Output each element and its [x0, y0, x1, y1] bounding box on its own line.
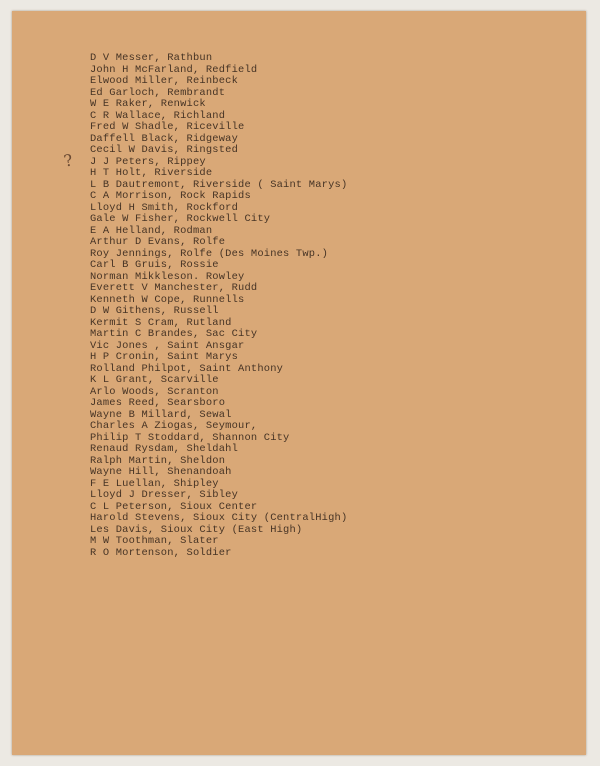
list-line: Martin C Brandes, Sac City [90, 328, 258, 340]
list-line: Rolland Philpot, Saint Anthony [90, 362, 284, 375]
list-line: D W Githens, Russell [90, 305, 219, 317]
list-line: Ralph Martin, Sheldon [90, 454, 226, 467]
list-line: Fred W Shadle, Riceville [90, 121, 245, 133]
list-line: Arlo Woods, Scranton [90, 385, 219, 398]
name-list [90, 53, 347, 559]
list-line: H P Cronin, Saint Marys [90, 351, 239, 363]
list-line: K L Grant, Scarville [90, 374, 219, 386]
list-line: Elwood Miller, Reinbeck [90, 75, 239, 87]
list-line: Renaud Rysdam, Sheldahl [90, 443, 239, 455]
list-line: Wayne Hill, Shenandoah [90, 466, 232, 478]
list-line: E A Helland, Rodman [90, 224, 213, 237]
list-line: Charles A Ziogas, Seymour, [90, 420, 258, 432]
list-line: Les Davis, Sioux City (East High) [90, 523, 303, 536]
list-line: Arthur D Evans, Rolfe [90, 236, 226, 248]
list-line: R O Mortenson, Soldier [90, 546, 232, 559]
list-line: M W Toothman, Slater [90, 535, 219, 547]
list-line: Philip T Stoddard, Shannon City [90, 431, 290, 444]
list-line: C R Wallace, Richland [90, 109, 226, 122]
list-line: Kermit S Cram, Rutland [90, 316, 232, 329]
list-line: Kenneth W Cope, Runnells [90, 293, 245, 306]
list-line: Norman Mikkleson. Rowley [90, 270, 245, 283]
list-line: Cecil W Davis, Ringsted [90, 144, 239, 156]
list-line: D V Messer, Rathbun [90, 52, 213, 64]
list-line: Vic Jones , Saint Ansgar [90, 339, 245, 352]
typed-page [12, 11, 586, 755]
list-line: Lloyd J Dresser, Sibley [90, 489, 239, 501]
list-line: Everett V Manchester, Rudd [90, 282, 258, 294]
list-line: Lloyd H Smith, Rockford [90, 201, 239, 214]
list-line: Ed Garloch, Rembrandt [90, 86, 226, 99]
list-line: F E Luellan, Shipley [90, 477, 219, 490]
list-line: Gale W Fisher, Rockwell City [90, 213, 271, 225]
list-line: Harold Stevens, Sioux City (CentralHigh) [90, 512, 348, 524]
list-line: Carl B Gruis, Rossie [90, 259, 219, 271]
list-line: Roy Jennings, Rolfe (Des Moines Twp.) [90, 247, 329, 260]
list-line: L B Dautremont, Riverside ( Saint Marys) [90, 178, 348, 191]
list-line: J J Peters, Rippey [90, 155, 206, 168]
list-line: W E Raker, Renwick [90, 98, 206, 110]
list-line: C A Morrison, Rock Rapids [90, 190, 251, 202]
list-line: Daffell Black, Ridgeway [90, 132, 239, 145]
list-line: C L Peterson, Sioux Center [90, 500, 258, 513]
list-line: H T Holt, Riverside [90, 167, 213, 179]
handwritten-margin-mark: ? [62, 150, 75, 171]
list-line: John H McFarland, Redfield [90, 63, 258, 76]
list-line: James Reed, Searsboro [90, 397, 226, 409]
list-line: Wayne B Millard, Sewal [90, 408, 232, 421]
